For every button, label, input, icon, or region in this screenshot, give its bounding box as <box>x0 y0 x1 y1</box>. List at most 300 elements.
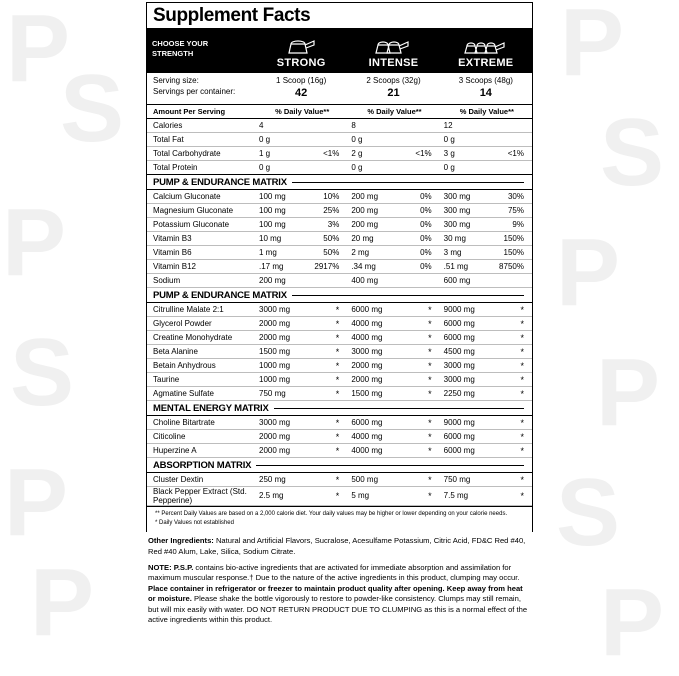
cell-amount: 4500 mg <box>443 346 475 356</box>
choose-your-strength-label <box>147 33 255 72</box>
row-cell <box>347 361 439 371</box>
cell-amount: 3000 mg <box>259 304 291 314</box>
cell-daily-value <box>399 276 440 285</box>
cell-amount: 5 mg <box>351 491 370 501</box>
note-text-second: Please shake the bottle vigorously to restore to powder-like consistency. Clumps may still remain, but will mix easily with water. DO NOT RETURN PRODUCT DUE TO CLUMPING as this is a normal effect of the active ingredients within this product. <box>148 594 528 625</box>
watermark-letter: P <box>556 219 621 326</box>
row-label: Cluster Dextin <box>153 475 204 485</box>
watermark-letter: P <box>560 0 625 96</box>
row-cell <box>255 389 347 399</box>
row-cell <box>440 361 532 371</box>
cell-amount: 4000 mg <box>351 332 383 342</box>
cell-daily-value: * <box>335 304 340 315</box>
footnote-not-established: * Daily Values not established <box>155 520 234 527</box>
serving-size-value: 2 Scoops (32g) <box>366 75 421 85</box>
strength-columns <box>255 33 532 72</box>
row-cell <box>255 163 347 172</box>
cell-daily-value: * <box>428 318 432 329</box>
cell-daily-value: * <box>520 431 524 442</box>
cell-daily-value: * <box>520 346 524 357</box>
strength-name: EXTREME <box>458 56 514 69</box>
row-cell <box>255 192 347 201</box>
row-cell <box>347 389 439 399</box>
row-cell <box>440 234 532 243</box>
table-row <box>147 373 532 387</box>
row-cell <box>255 333 347 343</box>
row-cell <box>440 491 532 501</box>
cell-amount: 2250 mg <box>443 388 475 398</box>
table-row <box>147 260 532 274</box>
cell-amount: 4000 mg <box>351 431 383 441</box>
row-cell <box>440 418 532 428</box>
supplement-facts-panel <box>140 0 539 657</box>
row-cell <box>255 305 347 315</box>
table-row <box>147 487 532 506</box>
cell-amount: 6000 mg <box>351 304 383 314</box>
row-cell <box>440 305 532 315</box>
row-cell <box>347 347 439 357</box>
row-label: Glycerol Powder <box>153 319 212 329</box>
serving-labels <box>147 75 255 103</box>
cell-amount: 4 <box>259 121 264 131</box>
table-row <box>147 430 532 444</box>
watermark-letter: P <box>4 449 69 556</box>
cell-amount: 100 mg <box>259 220 286 230</box>
cell-amount: 2 g <box>351 149 363 159</box>
row-label: Vitamin B12 <box>153 262 196 272</box>
cell-daily-value: * <box>428 346 432 357</box>
section-rule <box>256 465 524 466</box>
servings-per-container-label: Servings per container: <box>153 87 236 97</box>
row-cell <box>440 149 532 158</box>
cell-amount: 7.5 mg <box>443 491 469 501</box>
cell-daily-value: <1% <box>415 149 432 159</box>
cell-amount: 9000 mg <box>443 304 475 314</box>
cell-daily-value: * <box>428 445 432 456</box>
cell-amount: .51 mg <box>443 262 469 272</box>
other-ingredients <box>140 532 539 559</box>
serving-values <box>255 75 532 103</box>
cell-amount: 2.5 mg <box>259 491 284 501</box>
row-cell <box>440 163 532 172</box>
cell-amount: 1500 mg <box>259 346 291 356</box>
row-label: Agmatine Sulfate <box>153 389 214 399</box>
table-row <box>147 161 532 175</box>
row-cell <box>347 149 439 158</box>
amount-per-serving-header <box>147 105 532 119</box>
cell-daily-value: 25% <box>323 206 340 216</box>
cell-daily-value: * <box>335 318 340 329</box>
watermark-letter: P <box>596 339 661 446</box>
strength-column-intense <box>347 33 439 72</box>
cell-daily-value: 0% <box>420 262 432 272</box>
section-title: PUMP & ENDURANCE MATRIX <box>153 177 287 189</box>
row-cell <box>347 121 439 130</box>
cell-amount: 250 mg <box>259 474 286 484</box>
row-cell <box>440 446 532 456</box>
cell-amount: 0 g <box>443 135 455 145</box>
cell-amount: 10 mg <box>259 234 282 244</box>
cell-amount: 4000 mg <box>351 445 383 455</box>
row-cell <box>347 333 439 343</box>
cell-daily-value: * <box>335 388 340 399</box>
cell-daily-value: * <box>335 417 340 428</box>
cell-daily-value: * <box>428 431 432 442</box>
cell-daily-value: * <box>428 332 432 343</box>
row-cell <box>255 220 347 229</box>
cell-daily-value: 8750% <box>499 262 524 272</box>
row-cell <box>255 234 347 243</box>
cell-amount: 2 mg <box>351 248 370 258</box>
row-cell <box>440 276 532 285</box>
cell-daily-value: * <box>428 388 432 399</box>
cell-amount: 4000 mg <box>351 318 383 328</box>
cell-amount: 3000 mg <box>259 417 291 427</box>
table-row <box>147 246 532 260</box>
cell-daily-value: * <box>335 346 340 357</box>
cell-daily-value: * <box>428 417 432 428</box>
cell-amount: 400 mg <box>351 276 379 286</box>
cell-daily-value: <1% <box>323 149 340 159</box>
cell-amount: 3000 mg <box>443 360 475 370</box>
cell-daily-value <box>491 121 532 130</box>
table-row <box>147 331 532 345</box>
page-title: Supplement Facts <box>147 3 532 33</box>
row-cell <box>255 262 347 271</box>
table-row <box>147 274 532 288</box>
row-label: Black Pepper Extract (Std. Pepperine) <box>153 487 247 506</box>
section-rule <box>292 295 524 296</box>
cell-daily-value: * <box>520 474 524 485</box>
section-title: ABSORPTION MATRIX <box>153 460 252 472</box>
scoop-icon <box>255 35 347 57</box>
row-label: Beta Alanine <box>153 347 198 357</box>
row-cell <box>255 248 347 257</box>
row-label: Citicoline <box>153 432 186 442</box>
table-row <box>147 204 532 218</box>
row-cell <box>440 375 532 385</box>
row-cell <box>347 418 439 428</box>
row-label: Choline Bitartrate <box>153 418 215 428</box>
row-cell <box>255 319 347 329</box>
serving-column-strong <box>255 75 347 103</box>
section-rule <box>292 182 524 183</box>
cell-daily-value <box>399 135 440 144</box>
row-cell <box>440 432 532 442</box>
cell-daily-value <box>307 163 348 172</box>
cell-amount: 6000 mg <box>443 445 475 455</box>
cell-amount: 200 mg <box>351 192 379 202</box>
row-cell <box>347 276 439 285</box>
cell-amount: .17 mg <box>259 262 284 272</box>
cell-amount: 2000 mg <box>259 318 291 328</box>
cell-amount: 100 mg <box>259 192 286 202</box>
basic-nutrient-rows <box>147 119 532 175</box>
cell-daily-value <box>491 276 532 285</box>
row-cell <box>347 135 439 144</box>
row-cell <box>347 192 439 201</box>
cell-daily-value: * <box>428 474 432 485</box>
strength-header <box>147 33 532 73</box>
cell-daily-value: * <box>335 445 340 456</box>
cell-daily-value <box>399 121 440 130</box>
cell-amount: 300 mg <box>443 220 471 230</box>
servings-per-container-value: 42 <box>295 87 308 100</box>
serving-size-value: 3 Scoops (48g) <box>458 75 513 85</box>
cell-amount: 20 mg <box>351 234 374 244</box>
table-row <box>147 119 532 133</box>
row-label: Magnesium Gluconate <box>153 206 234 216</box>
row-cell <box>440 135 532 144</box>
serving-column-intense <box>347 75 439 103</box>
daily-value-header: % Daily Value** <box>459 107 514 117</box>
cell-daily-value: 150% <box>503 248 524 258</box>
cell-amount: 750 mg <box>259 388 286 398</box>
footnote-daily-value: ** Percent Daily Values are based on a 2,000 calorie diet. Your daily values may be higher or lower depending on your calorie needs. <box>155 511 508 518</box>
cell-amount: 0 g <box>259 163 271 173</box>
row-cell <box>255 149 347 158</box>
strength-name: STRONG <box>276 56 326 69</box>
cell-daily-value: 75% <box>507 206 524 216</box>
section-title: MENTAL ENERGY MATRIX <box>153 403 269 415</box>
row-cell <box>347 475 439 485</box>
cell-amount: 1 g <box>259 149 271 159</box>
cell-daily-value: 0% <box>420 248 432 258</box>
row-cell <box>255 491 347 501</box>
cell-amount: 200 mg <box>259 276 286 286</box>
cell-daily-value: 0% <box>420 206 432 216</box>
cell-amount: .34 mg <box>351 262 376 272</box>
cell-amount: 1 mg <box>259 248 277 258</box>
cell-amount: 300 mg <box>443 192 471 202</box>
table-row <box>147 387 532 401</box>
cell-daily-value <box>399 163 440 172</box>
cell-amount: 3000 mg <box>351 346 383 356</box>
cell-daily-value: * <box>335 474 340 485</box>
cell-amount: 1500 mg <box>351 388 383 398</box>
row-cell <box>347 206 439 215</box>
cell-daily-value: 0% <box>420 234 432 244</box>
watermark-letter: P <box>2 189 67 296</box>
cell-amount: 0 g <box>351 163 363 173</box>
table-row <box>147 303 532 317</box>
cell-amount: 6000 mg <box>443 431 475 441</box>
cell-amount: 6000 mg <box>443 318 475 328</box>
row-label: Calories <box>153 121 183 131</box>
row-cell <box>347 375 439 385</box>
cell-daily-value: * <box>520 304 524 315</box>
row-cell <box>440 121 532 130</box>
row-cell <box>347 234 439 243</box>
row-cell <box>347 319 439 329</box>
note-label: NOTE: P.S.P. <box>148 562 194 572</box>
serving-column-extreme <box>440 75 532 103</box>
cell-daily-value <box>307 121 348 130</box>
daily-value-header: % Daily Value** <box>367 107 422 117</box>
cell-daily-value: * <box>428 491 432 502</box>
row-cell <box>255 361 347 371</box>
serving-size-value: 1 Scoop (16g) <box>276 75 327 85</box>
cell-amount: 3000 mg <box>443 374 475 384</box>
row-cell <box>347 432 439 442</box>
cell-amount: 2000 mg <box>259 445 291 455</box>
row-cell <box>347 305 439 315</box>
cell-daily-value: * <box>335 374 340 385</box>
row-cell <box>440 262 532 271</box>
cell-amount: 300 mg <box>443 206 471 216</box>
cell-amount: 500 mg <box>351 474 379 484</box>
row-cell <box>255 432 347 442</box>
cell-daily-value: <1% <box>507 149 524 159</box>
cell-daily-value <box>491 163 532 172</box>
section-header <box>147 401 532 416</box>
choose-line-1: CHOOSE YOUR <box>152 38 209 48</box>
row-label: Vitamin B6 <box>153 248 192 258</box>
cell-amount: 2000 mg <box>351 374 383 384</box>
row-cell <box>347 220 439 229</box>
row-cell <box>347 262 439 271</box>
cell-daily-value: 10% <box>323 192 340 202</box>
serving-size-label: Serving size: <box>153 75 199 85</box>
cell-daily-value: 150% <box>503 234 524 244</box>
watermark-letter: S <box>600 99 665 206</box>
other-ingredients-text: Natural and Artificial Flavors, Sucralose, Acesulfame Potassium, Citric Acid, FD&C Red #40, Red #40 Alum, Lake, Silica, Sodium Citrate. <box>148 536 526 556</box>
cell-amount: 6000 mg <box>443 332 475 342</box>
table-row <box>147 345 532 359</box>
cell-amount: 8 <box>351 121 356 131</box>
cell-daily-value: 0% <box>420 192 432 202</box>
cell-amount: 0 g <box>443 163 455 173</box>
table-row <box>147 218 532 232</box>
cell-amount: 3 mg <box>443 248 462 258</box>
section-header <box>147 175 532 190</box>
cell-daily-value: * <box>428 374 432 385</box>
row-cell <box>347 163 439 172</box>
cell-amount: 30 mg <box>443 234 466 244</box>
cell-amount: 0 g <box>259 135 271 145</box>
cell-daily-value: 30% <box>507 192 524 202</box>
servings-per-container-value: 21 <box>387 87 400 100</box>
row-cell <box>440 475 532 485</box>
cell-amount: 3 g <box>443 149 455 159</box>
daily-value-header: % Daily Value** <box>275 107 330 117</box>
footnotes <box>147 506 532 532</box>
supplement-facts-box <box>146 2 533 532</box>
section-title: PUMP & ENDURANCE MATRIX <box>153 290 287 302</box>
cell-amount: 9000 mg <box>443 417 475 427</box>
cell-daily-value: 2917% <box>314 262 340 272</box>
table-row <box>147 359 532 373</box>
table-row <box>147 473 532 487</box>
choose-line-2: STRENGTH <box>152 49 194 59</box>
row-cell <box>440 333 532 343</box>
row-cell <box>347 248 439 257</box>
cell-daily-value: * <box>520 445 524 456</box>
strength-column-extreme <box>440 33 532 72</box>
cell-amount: 750 mg <box>443 474 471 484</box>
row-cell <box>255 276 347 285</box>
table-row <box>147 416 532 430</box>
ingredient-sections <box>147 175 532 506</box>
servings-per-container-value: 14 <box>479 87 492 100</box>
watermark-letter: P <box>30 549 95 656</box>
row-label: Huperzine A <box>153 446 197 456</box>
row-label: Creatine Monohydrate <box>153 333 233 343</box>
cell-daily-value: * <box>520 417 524 428</box>
strength-name: INTENSE <box>368 56 419 69</box>
scoop-icon <box>347 35 439 57</box>
section-header <box>147 288 532 303</box>
cell-amount: 100 mg <box>259 206 286 216</box>
row-cell <box>440 347 532 357</box>
table-row <box>147 133 532 147</box>
table-row <box>147 317 532 331</box>
row-cell <box>255 475 347 485</box>
other-ingredients-label: Other Ingredients: <box>148 536 214 546</box>
amount-per-serving-label: Amount Per Serving <box>153 107 226 117</box>
row-cell <box>347 446 439 456</box>
cell-amount: 1000 mg <box>259 374 291 384</box>
watermark-letter: S <box>10 319 75 426</box>
section-header <box>147 458 532 473</box>
cell-daily-value <box>307 276 348 285</box>
product-note <box>140 559 539 632</box>
cell-daily-value: 0% <box>420 220 432 230</box>
cell-daily-value: * <box>335 332 340 343</box>
row-label: Citrulline Malate 2:1 <box>153 305 224 315</box>
row-cell <box>440 319 532 329</box>
cell-amount: 2000 mg <box>259 431 291 441</box>
watermark-letter: P <box>600 569 665 676</box>
watermark-letter: S <box>556 459 621 566</box>
table-row <box>147 147 532 161</box>
row-label: Vitamin B3 <box>153 234 192 244</box>
cell-daily-value: * <box>520 374 524 385</box>
row-label: Potassium Gluconate <box>153 220 230 230</box>
row-label: Taurine <box>153 375 180 385</box>
row-cell <box>440 192 532 201</box>
table-row <box>147 232 532 246</box>
scoop-icon <box>440 35 532 57</box>
cell-daily-value <box>307 135 348 144</box>
row-cell <box>255 375 347 385</box>
strength-column-strong <box>255 33 347 72</box>
note-bold-warning: Place container in refrigerator or freezer to maintain product quality after opening. Keep away from heat or moisture. <box>148 583 523 604</box>
row-cell <box>255 347 347 357</box>
cell-daily-value: * <box>520 332 524 343</box>
row-cell <box>255 121 347 130</box>
cell-amount: 1000 mg <box>259 360 291 370</box>
row-cell <box>440 206 532 215</box>
cell-daily-value: 50% <box>323 248 340 258</box>
cell-daily-value: * <box>335 360 340 371</box>
cell-daily-value: 9% <box>512 220 524 230</box>
row-cell <box>440 220 532 229</box>
cell-daily-value: * <box>520 388 524 399</box>
table-row <box>147 444 532 458</box>
cell-daily-value <box>491 135 532 144</box>
cell-daily-value: * <box>520 360 524 371</box>
row-cell <box>347 491 439 501</box>
row-label: Total Fat <box>153 135 184 145</box>
cell-amount: 2000 mg <box>351 360 383 370</box>
watermark-letter: S <box>60 55 125 162</box>
cell-amount: 200 mg <box>351 220 379 230</box>
row-cell <box>440 389 532 399</box>
row-label: Calcium Gluconate <box>153 192 221 202</box>
row-cell <box>255 206 347 215</box>
note-text-first: contains bio-active ingredients that are activated for immediate absorption and assimilation for maximum muscular response.† Due to the nature of the active ingredients in this product, clumping may occur. <box>148 562 520 583</box>
